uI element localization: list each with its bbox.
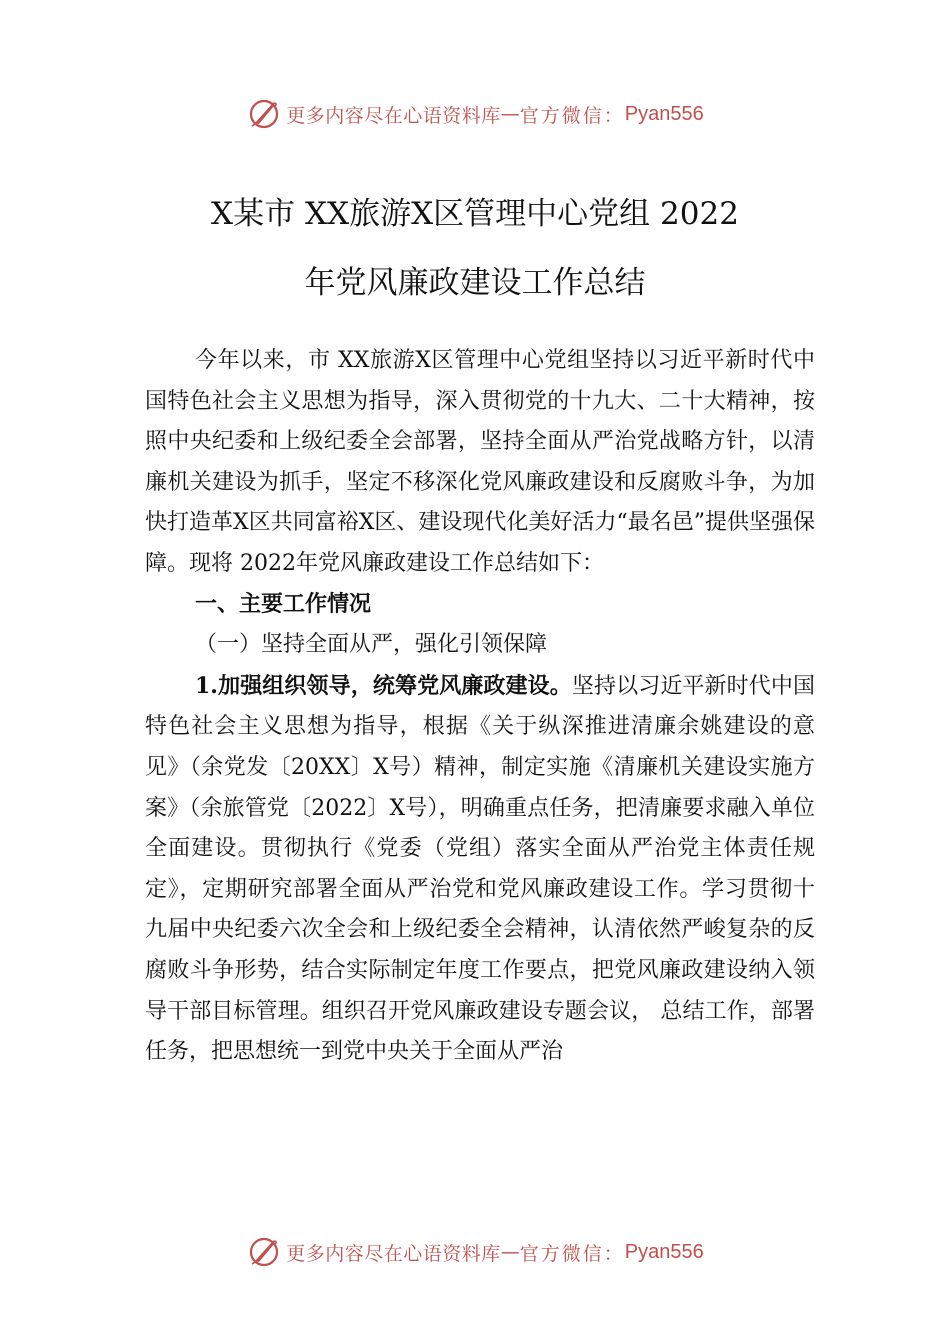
document-title-line-2: 年党风廉政建设工作总结 bbox=[304, 265, 646, 301]
watermark-wechat-label: 官方微信： bbox=[519, 104, 625, 127]
item-paragraph-1 bbox=[145, 666, 815, 1073]
document-body bbox=[145, 341, 815, 1073]
quill-pen-logo-icon bbox=[246, 1234, 282, 1270]
section-heading-1: 一、主要工作情况 bbox=[195, 591, 372, 617]
item-text-1: 坚持以习近平新时代中国特色社会主义思想为指导，根据《关于纵深推进清廉余姚建设的意见》（余党发〔20XX〕X号）精神，制定实施《清廉机关建设实施方案》（余旅管党〔2022〕X号），明确重点任务，把清廉要求融入单位全面建设。贯彻执行《党委（党组）落实全面从严治党主体责任规定》，定期研究部署全面从严治党和党风廉政建设工作。学习贯彻十九届中央纪委六次全会和上级纪委全会精神，认清依然严峻复杂的反腐败斗争形势，结合实际制定年度工作要点，把党风廉政建设纳入领导干部目标管理。组织召开党风廉政建设专题会议， 总结工作，部署任务，把思想统一到党中央关于全面从严治 bbox=[145, 673, 815, 1065]
watermark-wechat-id: Pyan556 bbox=[624, 1240, 704, 1263]
watermark-separator: — bbox=[500, 103, 520, 125]
watermark-text: 更多内容尽在心语资料库 bbox=[286, 1242, 501, 1265]
watermark-footer bbox=[0, 1232, 950, 1272]
watermark-header bbox=[0, 94, 950, 134]
subsection-heading-1: （一）坚持全面从严，强化引领保障 bbox=[195, 632, 548, 658]
watermark-wechat-label: 官方微信： bbox=[519, 1242, 625, 1265]
watermark-separator: — bbox=[500, 1241, 520, 1263]
item-lead-1: 1.加强组织领导，统筹党风廉政建设。 bbox=[195, 672, 572, 699]
intro-paragraph: 今年以来，市 XX旅游X区管理中心党组坚持以习近平新时代中国特色社会主义思想为指导，深入贯彻党的十九大、二十大精神，按照中央纪委和上级纪委全会部署，坚持全面从严治党战略方针，以清廉机关建设为抓手，坚定不移深化党风廉政建设和反腐败斗争，为加快打造革X区共同富裕X区、建设现代化美好活力“最名邑”提供坚强保障。现将 2022年党风廉政建设工作总结如下： bbox=[145, 348, 815, 576]
watermark-wechat-id: Pyan556 bbox=[624, 102, 704, 125]
document-title-line-1: X某市 XX旅游X区管理中心党组 2022 bbox=[211, 196, 739, 232]
watermark-text: 更多内容尽在心语资料库 bbox=[286, 104, 501, 127]
quill-pen-logo-icon bbox=[246, 96, 282, 132]
